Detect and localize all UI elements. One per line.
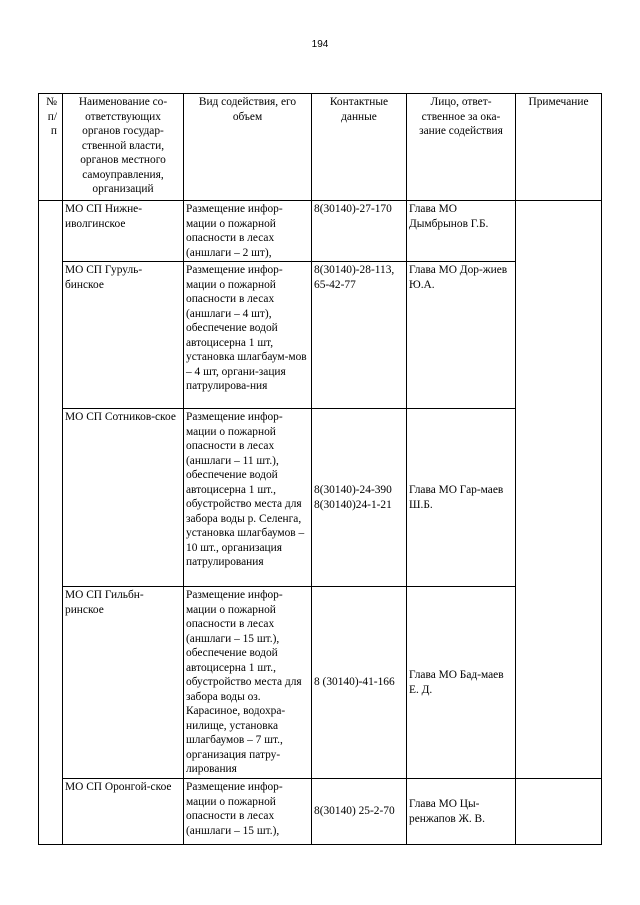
note-cell — [516, 201, 602, 779]
contacts-cell: 8(30140) 25-2-70 — [312, 779, 407, 845]
activity-cell: Размещение инфор-мации о пожарной опасности в лесах (аншлаги – 11 шт.), обеспечение водой автоцисерна 1 шт., обустройство места для забора воды р. Селенга, установка шлагбаумов – 10 шт., организация патрулирования — [184, 409, 312, 587]
organization-cell: МО СП Оронгой-ское — [63, 779, 184, 845]
number-cell — [39, 201, 63, 845]
table-row — [39, 201, 602, 262]
table-row — [39, 779, 602, 845]
activity-cell: Размещение инфор-мации о пожарной опасности в лесах (аншлаги – 15 шт.), обеспечение водой автоцисерна 1 шт., обустройство места для забора воды оз. Карасиное, водохра-нилище, установка шлагбаумов – 7 шт., организация патру-лирования — [184, 587, 312, 779]
table-header-row — [39, 94, 602, 201]
header-organization-name: Наименование со-ответствующих органов государ-ственной власти, органов местного самоуправления, организаций — [63, 94, 184, 201]
note-cell — [516, 779, 602, 845]
contacts-cell: 8(30140)-27-170 — [312, 201, 407, 262]
header-number: № п/ п — [39, 94, 63, 201]
organization-cell: МО СП Сотников-ское — [63, 409, 184, 587]
person-cell: Глава МО Гар-маев Ш.Б. — [407, 409, 516, 587]
header-assistance-kind: Вид содействия, его объем — [184, 94, 312, 201]
person-cell: Глава МО Дымбрынов Г.Б. — [407, 201, 516, 262]
organization-cell: МО СП Гильбн-ринское — [63, 587, 184, 779]
header-responsible-person: Лицо, ответ-ственное за ока-зание содействия — [407, 94, 516, 201]
contacts-cell: 8(30140)-28-113, 65-42-77 — [312, 262, 407, 409]
person-cell: Глава МО Дор-жиев Ю.А. — [407, 262, 516, 409]
contacts-cell: 8(30140)-24-390 8(30140)24-1-21 — [312, 409, 407, 587]
person-cell: Глава МО Бад-маев Е. Д. — [407, 587, 516, 779]
header-note: Примечание — [516, 94, 602, 201]
contacts-cell: 8 (30140)-41-166 — [312, 587, 407, 779]
header-contacts: Контактные данные — [312, 94, 407, 201]
activity-cell: Размещение инфор-мации о пожарной опасности в лесах (аншлаги – 4 шт), обеспечение водой автоцисерна 1 шт, установка шлагбаум-мов – 4 шт, органи-зация патрулирова-ния — [184, 262, 312, 409]
person-cell: Глава МО Цы-ренжапов Ж. В. — [407, 779, 516, 845]
organization-cell: МО СП Гуруль-бинское — [63, 262, 184, 409]
page-number: 194 — [311, 39, 329, 50]
activity-cell: Размещение инфор-мации о пожарной опасности в лесах (аншлаги – 15 шт.), — [184, 779, 312, 845]
activity-cell: Размещение инфор-мации о пожарной опасности в лесах (аншлаги – 2 шт), — [184, 201, 312, 262]
organization-cell: МО СП Нижне-иволгинское — [63, 201, 184, 262]
assistance-table — [38, 93, 602, 845]
